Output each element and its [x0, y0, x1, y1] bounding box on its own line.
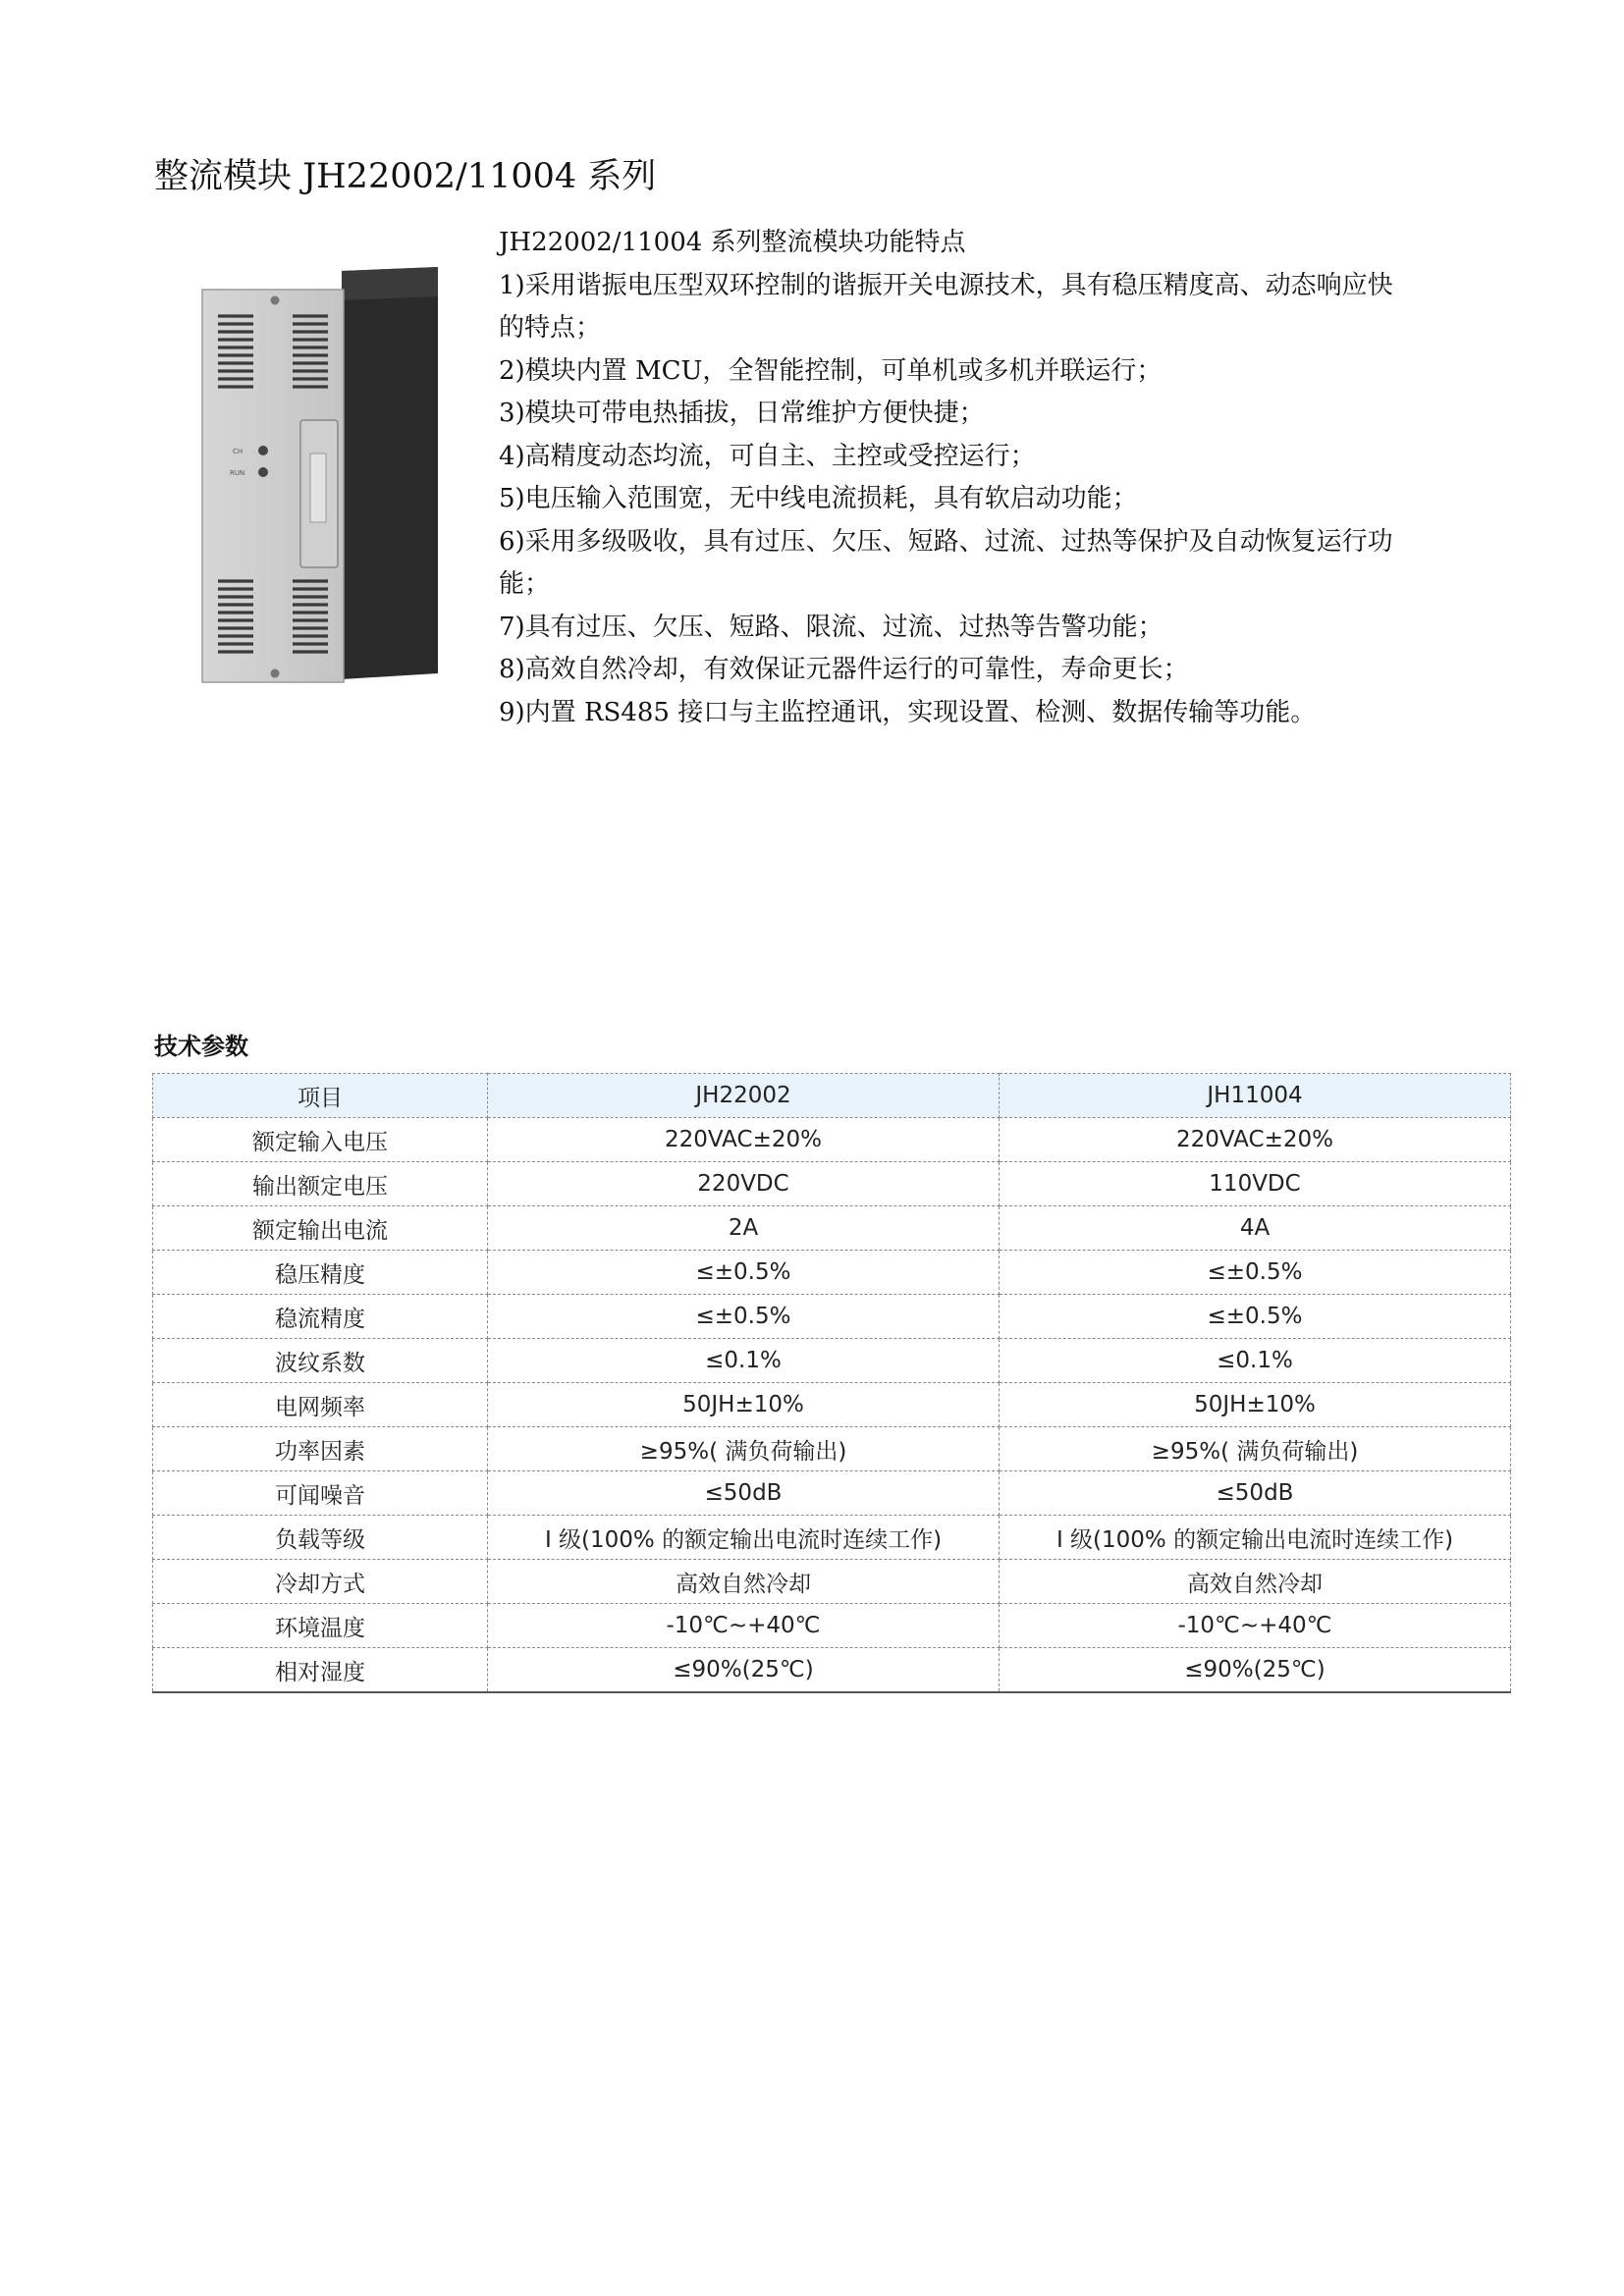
table-cell: 负载等级 [153, 1516, 488, 1560]
table-row [153, 1162, 1511, 1206]
table-cell: 冷却方式 [153, 1560, 488, 1604]
table-cell: 波纹系数 [153, 1339, 488, 1383]
table-row [153, 1339, 1511, 1383]
table-row [153, 1604, 1511, 1648]
feature-line: 的特点； [499, 313, 602, 343]
feature-line: 2)模块内置 MCU，全智能控制，可单机或多机并联运行； [499, 355, 1163, 386]
table-cell: 高效自然冷却 [1000, 1560, 1511, 1604]
header-cell-item: 项目 [153, 1074, 488, 1118]
table-cell: ≤90%(25℃) [488, 1648, 1000, 1693]
table-cell: ≤±0.5% [1000, 1295, 1511, 1339]
table-cell: Ⅰ 级(100% 的额定输出电流时连续工作) [1000, 1516, 1511, 1560]
table-row [153, 1648, 1511, 1693]
svg-text:RUN: RUN [230, 469, 245, 477]
specs-section-title: 技术参数 [154, 1033, 248, 1060]
table-cell: 相对湿度 [153, 1648, 488, 1693]
table-cell: 220VAC±20% [1000, 1118, 1511, 1162]
table-cell: -10℃~+40℃ [488, 1604, 1000, 1648]
table-row [153, 1251, 1511, 1295]
header-cell-jh22002: JH22002 [488, 1074, 1000, 1118]
table-cell: ≤±0.5% [1000, 1251, 1511, 1295]
table-cell: 高效自然冷却 [488, 1560, 1000, 1604]
header-cell-jh11004: JH11004 [1000, 1074, 1511, 1118]
svg-text:CH: CH [233, 448, 244, 455]
table-cell: ≤±0.5% [488, 1295, 1000, 1339]
table-row [153, 1118, 1511, 1162]
table-cell: ≤50dB [1000, 1471, 1511, 1516]
table-row [153, 1427, 1511, 1471]
feature-line: 1)采用谐振电压型双环控制的谐振开关电源技术，具有稳压精度高、动态响应快 [499, 270, 1393, 300]
table-row [153, 1560, 1511, 1604]
table-cell: 50JH±10% [488, 1383, 1000, 1427]
rectifier-module-photo [196, 257, 452, 689]
feature-line: 7)具有过压、欠压、短路、限流、过流、过热等告警功能； [499, 612, 1164, 642]
table-row [153, 1295, 1511, 1339]
table-cell: 稳压精度 [153, 1251, 488, 1295]
table-cell: 2A [488, 1206, 1000, 1251]
table-cell: 50JH±10% [1000, 1383, 1511, 1427]
table-cell: 额定输出电流 [153, 1206, 488, 1251]
page-title: 整流模块 JH22002/11004 系列 [154, 157, 657, 196]
table-cell: ≥95%( 满负荷输出) [488, 1427, 1000, 1471]
table-cell: 可闻噪音 [153, 1471, 488, 1516]
table-row [153, 1383, 1511, 1427]
table-cell: 稳流精度 [153, 1295, 488, 1339]
table-cell: 220VAC±20% [488, 1118, 1000, 1162]
table-cell: Ⅰ 级(100% 的额定输出电流时连续工作) [488, 1516, 1000, 1560]
table-cell: ≤0.1% [1000, 1339, 1511, 1383]
feature-line: 4)高精度动态均流，可自主、主控或受控运行； [499, 441, 1036, 471]
table-cell: 电网频率 [153, 1383, 488, 1427]
table-cell: 220VDC [488, 1162, 1000, 1206]
table-cell: 功率因素 [153, 1427, 488, 1471]
table-cell: ≥95%( 满负荷输出) [1000, 1427, 1511, 1471]
feature-line: 9)内置 RS485 接口与主监控通讯，实现设置、检测、数据传输等功能。 [499, 697, 1317, 727]
table-cell: ≤90%(25℃) [1000, 1648, 1511, 1693]
table-row [153, 1206, 1511, 1251]
table-cell: 110VDC [1000, 1162, 1511, 1206]
table-row [153, 1516, 1511, 1560]
features-list [499, 222, 1520, 734]
table-cell: -10℃~+40℃ [1000, 1604, 1511, 1648]
table-cell: 额定输入电压 [153, 1118, 488, 1162]
table-cell: 4A [1000, 1206, 1511, 1251]
table-cell: ≤50dB [488, 1471, 1000, 1516]
feature-line: 5)电压输入范围宽，无中线电流损耗，具有软启动功能； [499, 484, 1138, 513]
feature-line: 能； [499, 569, 551, 599]
table-cell: 环境温度 [153, 1604, 488, 1648]
table-cell: ≤±0.5% [488, 1251, 1000, 1295]
table-cell: ≤0.1% [488, 1339, 1000, 1383]
table-cell: 输出额定电压 [153, 1162, 488, 1206]
specs-table [152, 1073, 1511, 1693]
feature-line: 8)高效自然冷却，有效保证元器件运行的可靠性，寿命更长； [499, 655, 1189, 684]
features-heading: JH22002/11004 系列整流模块功能特点 [499, 228, 966, 257]
feature-line: 3)模块可带电热插拔，日常维护方便快捷； [499, 399, 985, 428]
table-row [153, 1471, 1511, 1516]
table-header-row [153, 1074, 1511, 1118]
feature-line: 6)采用多级吸收，具有过压、欠压、短路、过流、过热等保护及自动恢复运行功 [499, 526, 1393, 557]
